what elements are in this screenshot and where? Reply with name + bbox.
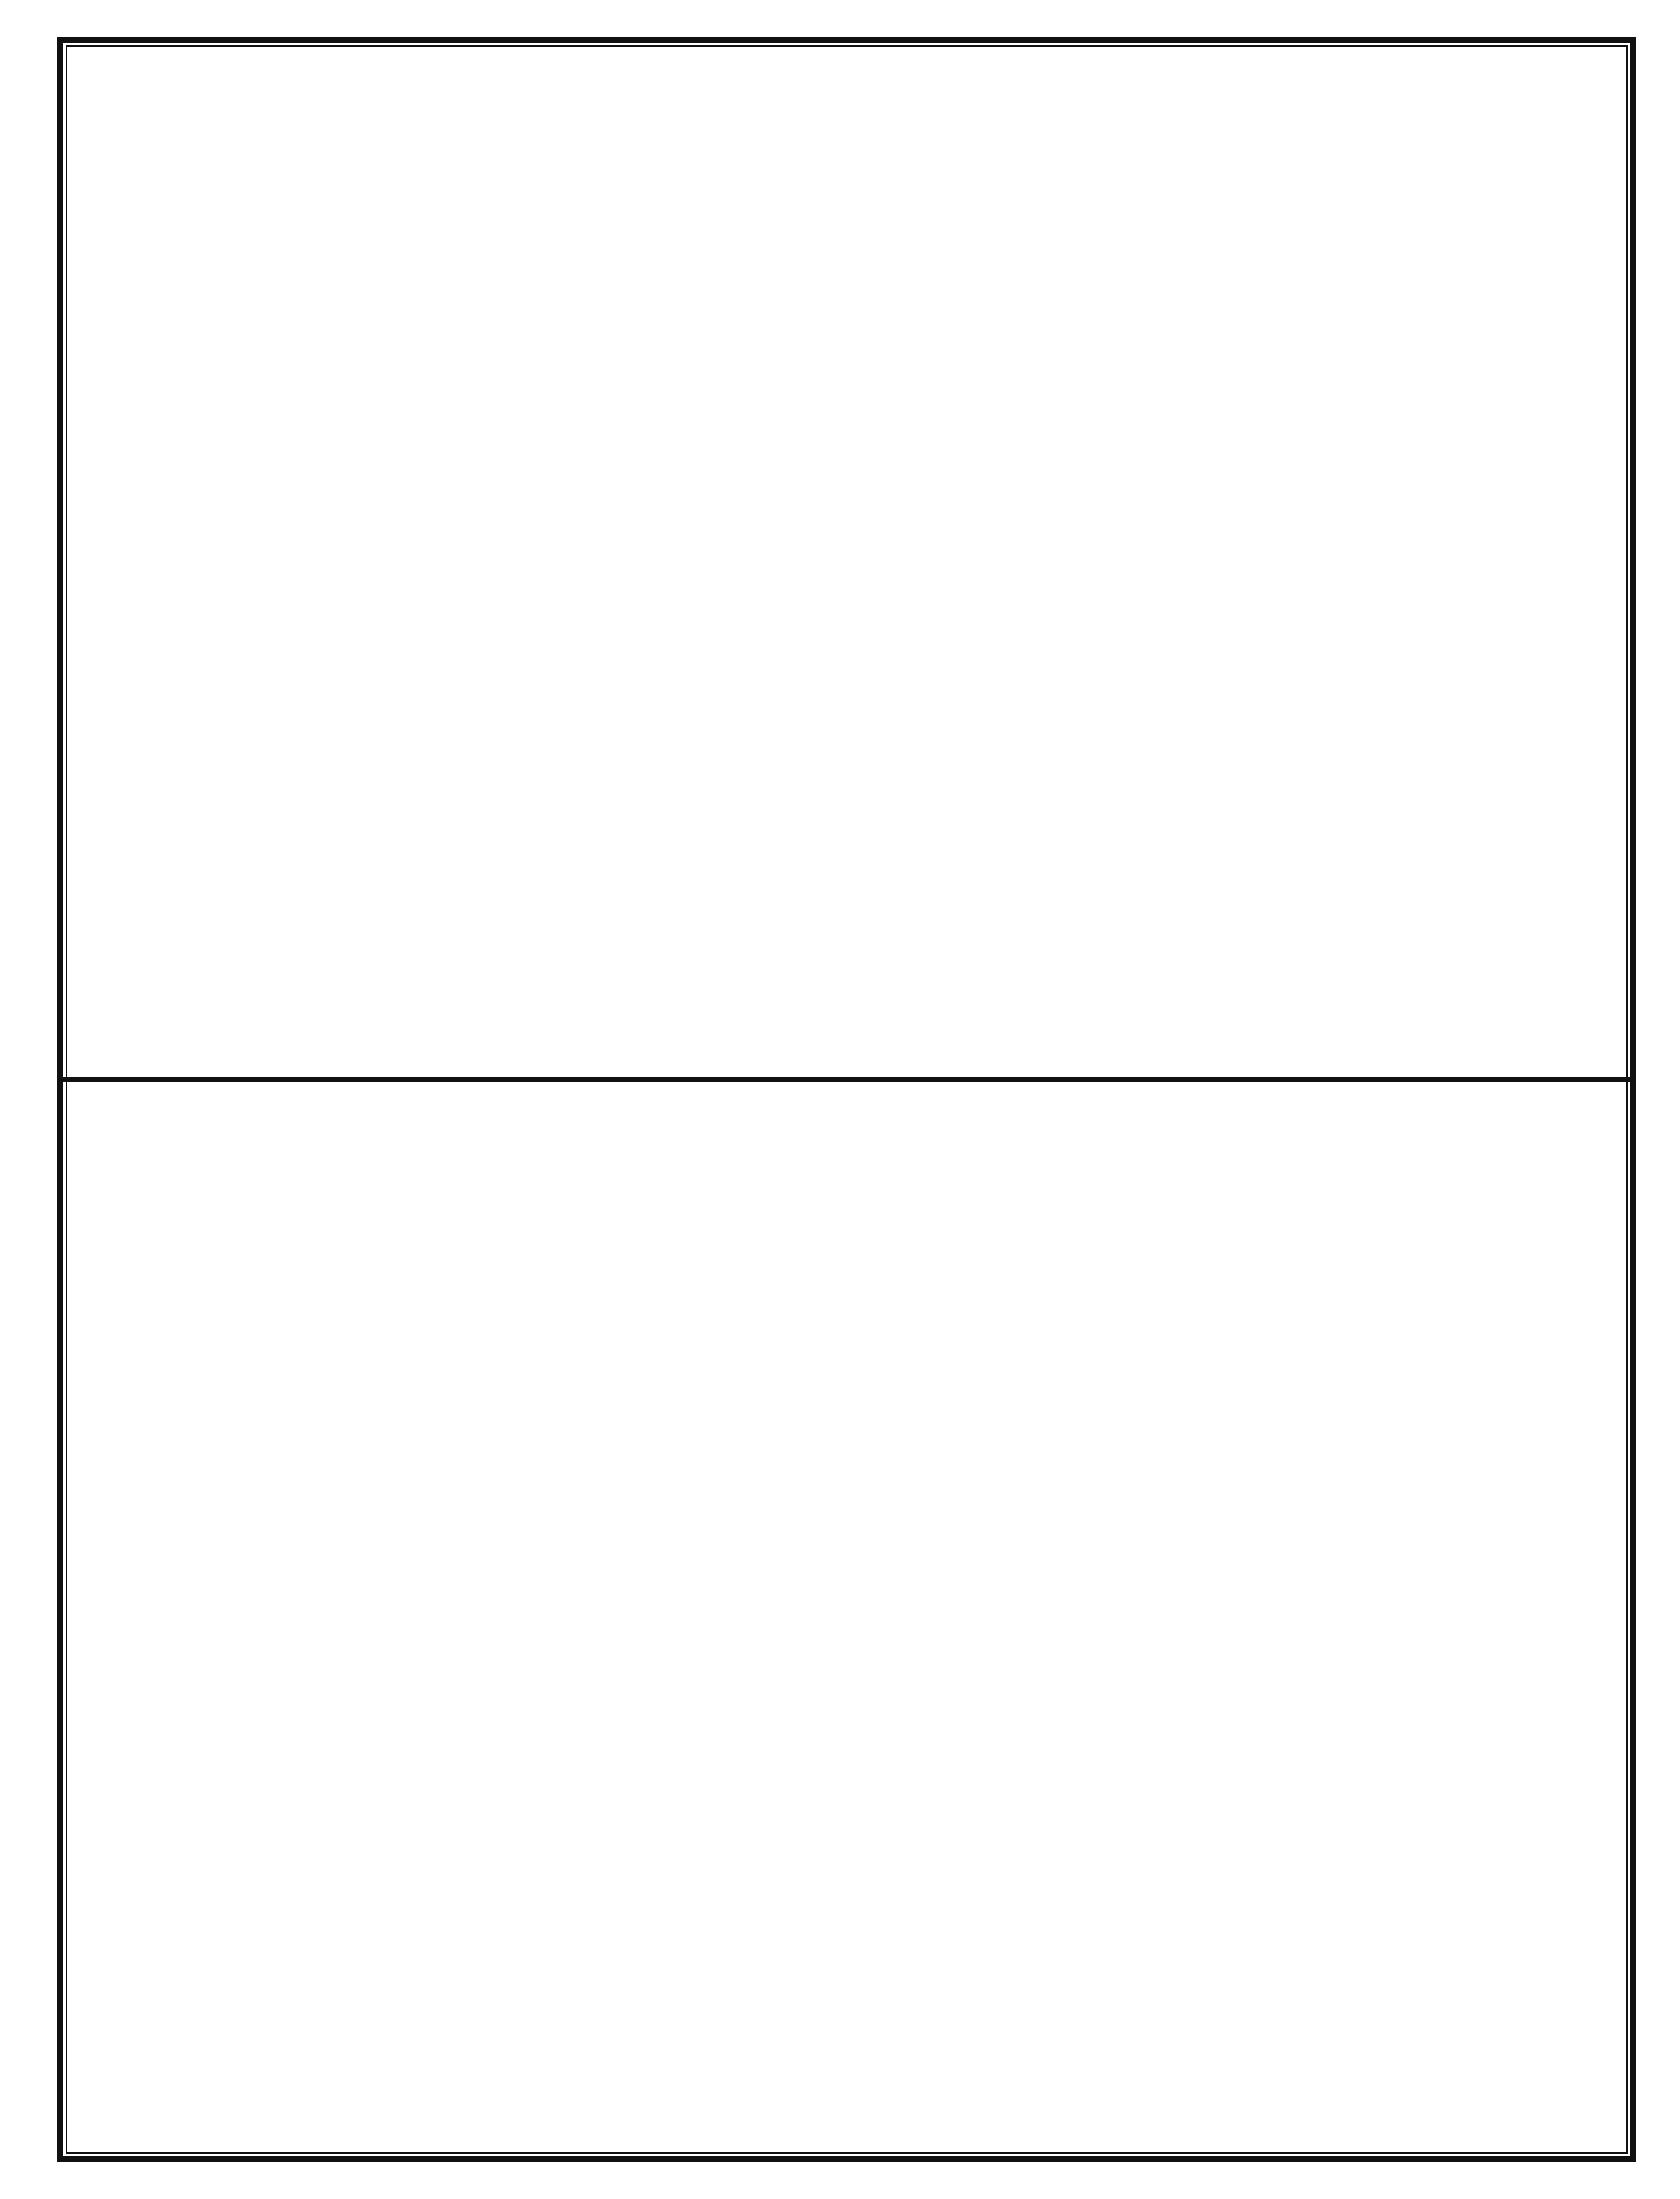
bottom-page-columns [76,1206,1621,2122]
top-page-columns [76,197,1621,1046]
page-divider [59,1077,1635,1082]
top-page [76,50,1621,1071]
bottom-page [76,1089,1621,2149]
